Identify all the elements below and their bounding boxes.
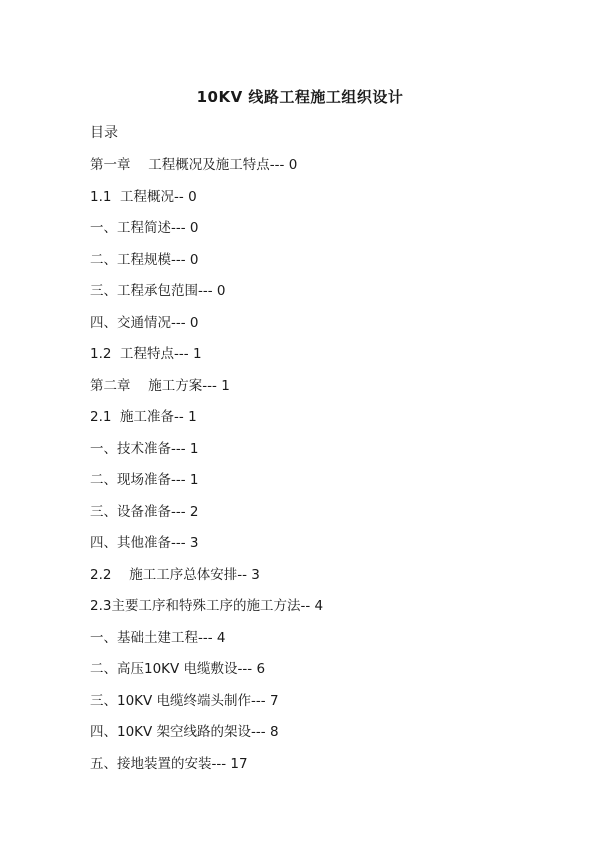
toc-item: 四、其他准备--- 3	[90, 535, 199, 551]
toc-item: 五、接地装置的安装--- 17	[90, 755, 248, 772]
toc-item: 三、10KV 电缆终端头制作--- 7	[90, 692, 279, 709]
document-title: 10KV 线路工程施工组织设计	[196, 88, 404, 106]
toc-item: 一、基础土建工程--- 4	[90, 629, 226, 646]
toc-item: 一、工程简述--- 0	[90, 220, 199, 236]
toc-item: 第二章 施工方案--- 1	[90, 377, 230, 394]
toc-item: 2.3主要工序和特殊工序的施工方法-- 4	[90, 598, 324, 614]
toc-item: 四、10KV 架空线路的架设--- 8	[90, 724, 279, 740]
toc-item: 第一章 工程概况及施工特点--- 0	[90, 157, 298, 173]
toc-item: 二、工程规模--- 0	[90, 251, 199, 268]
toc-item: 一、技术准备--- 1	[90, 440, 199, 457]
toc-item: 三、工程承包范围--- 0	[90, 283, 226, 299]
toc-item: 四、交通情况--- 0	[90, 314, 199, 331]
toc-item: 二、现场准备--- 1	[90, 472, 199, 488]
toc-item: 三、设备准备--- 2	[90, 503, 199, 520]
toc-item: 2.2 施工工序总体安排-- 3	[90, 566, 260, 583]
toc-item: 1.2 工程特点--- 1	[90, 346, 202, 362]
toc-item: 1.1 工程概况-- 0	[90, 188, 197, 205]
toc-heading: 目录	[90, 125, 118, 141]
toc-item: 2.1 施工准备-- 1	[90, 409, 197, 425]
toc-item: 二、高压10KV 电缆敷设--- 6	[90, 661, 266, 677]
